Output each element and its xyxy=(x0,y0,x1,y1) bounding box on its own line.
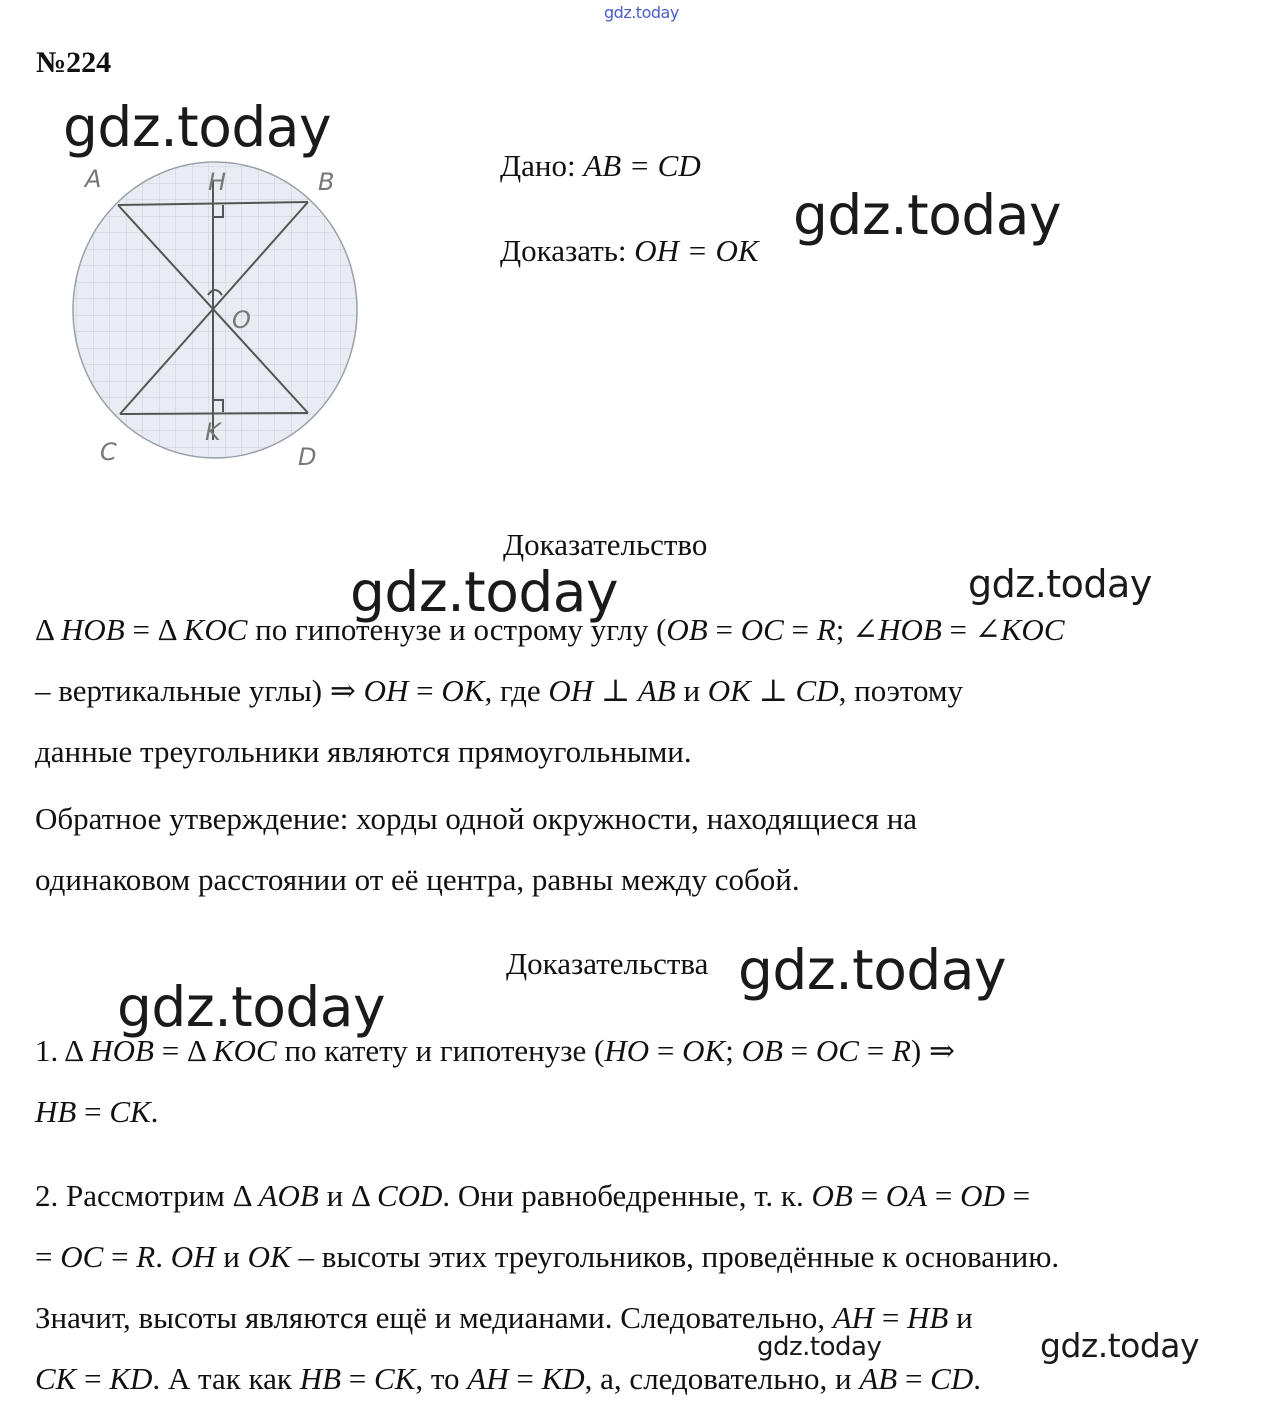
watermark: gdz.today xyxy=(63,95,332,159)
watermark: gdz.today xyxy=(793,183,1062,247)
watermark: gdz.today xyxy=(738,938,1007,1002)
top-watermark: gdz.today xyxy=(604,3,679,22)
step2-line-3: Значит, высоты являются ещё и медианами. Следовательно, AH = HB и xyxy=(35,1300,973,1335)
watermark: gdz.today xyxy=(1040,1326,1200,1365)
problem-number: №224 xyxy=(36,46,112,79)
label-a: A xyxy=(85,165,102,193)
converse-line-2: одинаковом расстоянии от её центра, равны между собой. xyxy=(35,862,800,897)
given-statement xyxy=(500,148,701,184)
step1-line-1: 1. Δ HOB = Δ KOC по катету и гипотенузе (HO = OK; OB = OC = R) ⇒ xyxy=(35,1033,955,1068)
label-k: K xyxy=(205,418,221,446)
prove-value: OH = OK xyxy=(634,233,759,268)
proof-line-3: данные треугольники являются прямоугольными. xyxy=(35,734,692,769)
step1-line-2: HB = CK. xyxy=(35,1094,159,1129)
geometry-figure xyxy=(60,150,380,480)
converse-line-1: Обратное утверждение: хорды одной окружности, находящиеся на xyxy=(35,801,918,836)
prove-label: Доказать: xyxy=(500,233,627,268)
watermark: gdz.today xyxy=(350,560,619,624)
step2-line-1: 2. Рассмотрим Δ AOB и Δ COD. Они равнобедренные, т. к. OB = OA = OD = xyxy=(35,1178,1031,1213)
given-value: AB = CD xyxy=(583,148,701,183)
given-label: Дано: xyxy=(500,148,576,183)
proofs-title: Доказательства xyxy=(506,946,709,981)
label-c: C xyxy=(100,438,117,466)
watermark: gdz.today xyxy=(757,1332,882,1362)
label-b: B xyxy=(318,168,335,196)
prove-statement xyxy=(500,233,759,269)
proof-line-1: Δ HOB = Δ KOC по гипотенузе и острому углу (OB = OC = R; ∠HOB = ∠KOC xyxy=(35,612,1065,647)
watermark: gdz.today xyxy=(968,562,1152,606)
proof-line-2: – вертикальные углы) ⇒ OH = OK, где OH ⊥ AB и OK ⊥ CD, поэтому xyxy=(35,673,964,708)
label-o: O xyxy=(232,306,251,334)
step2-line-2: = OC = R. OH и OK – высоты этих треугольников, проведённые к основанию. xyxy=(35,1239,1060,1274)
proof-title: Доказательство xyxy=(503,527,708,562)
step2-line-4: CK = KD. А так как HB = CK, то AH = KD, а, следовательно, и AB = CD. xyxy=(35,1361,981,1396)
label-h: H xyxy=(208,168,227,196)
label-d: D xyxy=(298,443,317,471)
watermark: gdz.today xyxy=(117,975,386,1039)
